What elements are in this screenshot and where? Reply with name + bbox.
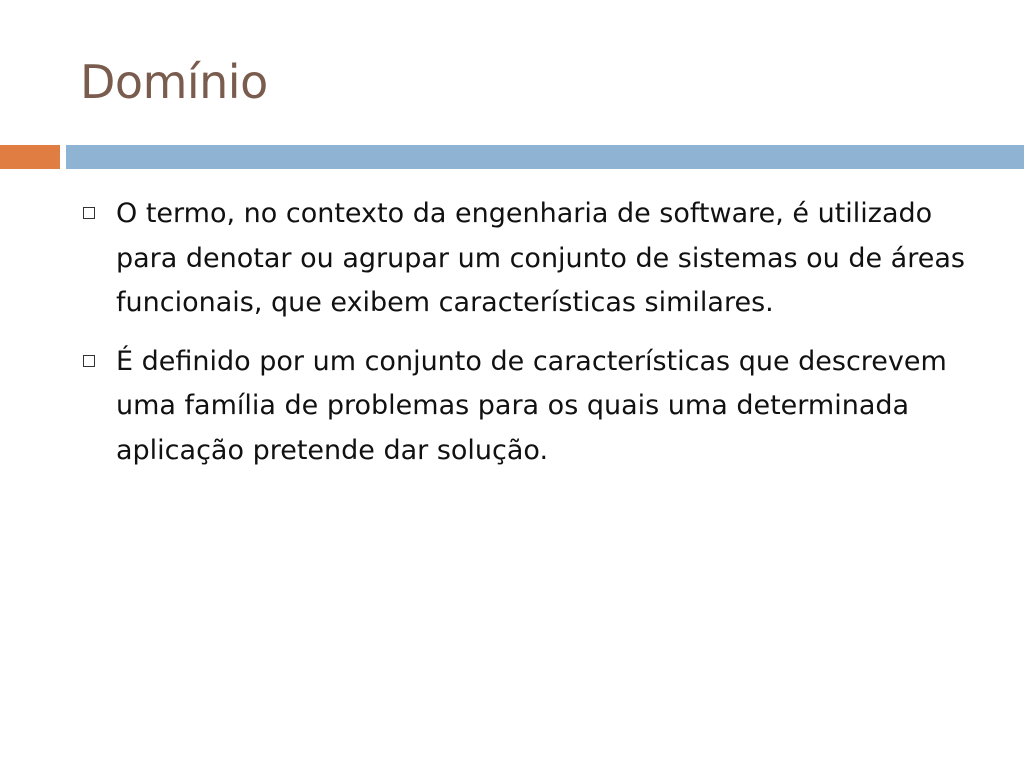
accent-bar-orange — [0, 145, 60, 169]
hollow-square-icon — [83, 207, 95, 219]
bullet-list — [80, 192, 990, 487]
bullet-item — [80, 192, 990, 326]
bullet-item — [80, 340, 990, 474]
accent-bar-blue — [66, 145, 1024, 169]
bullet-text: O termo, no contexto da engenharia de software, é utilizado para denotar ou agrupar um conjunto de sistemas ou de áreas funcionais, que exibem características similares. — [116, 198, 965, 318]
hollow-square-icon — [83, 355, 95, 367]
bullet-text: É definido por um conjunto de características que descrevem uma família de problemas para os quais uma determinada aplicação pretende dar solução. — [116, 345, 947, 466]
slide-title: Domínio — [80, 55, 268, 109]
